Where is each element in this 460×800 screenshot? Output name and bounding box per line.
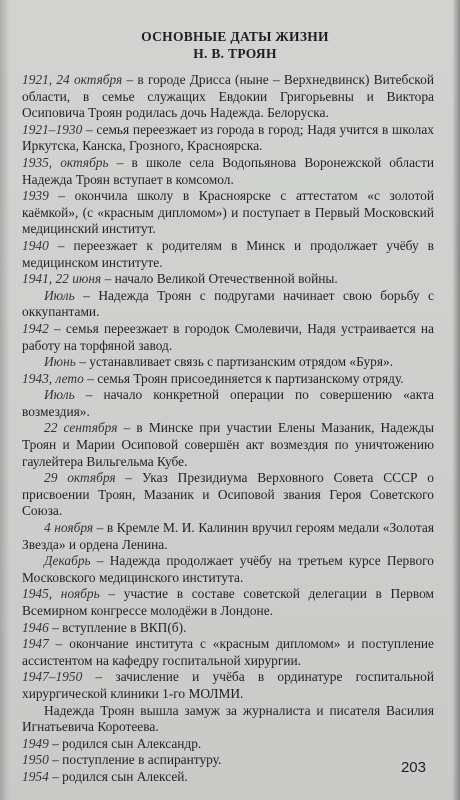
- chronology-entry: [22, 371, 434, 388]
- chronology-entry: [22, 321, 434, 354]
- entry-date: Июль: [44, 287, 75, 303]
- chronology-entry: [22, 420, 434, 470]
- entry-text: – переезжает к родителям в Минск и продолжает учёбу в медицинском институте.: [22, 237, 434, 270]
- entry-date: Июнь: [44, 354, 76, 370]
- entry-text: – семья Троян присоединяется к партизанскому отряду.: [83, 370, 404, 386]
- entry-text: – Указ Президиума Верховного Совета СССР о присвоении Троян, Мазаник и Осиповой звания Героя Советского Союза.: [22, 470, 434, 519]
- entry-text: – семья переезжает из города в город; Надя учится в школах Иркутска, Канска, Грозного, Красноярска.: [22, 121, 434, 154]
- entry-text: – семья переезжает в городок Смолевичи, Надя устраивается на работу на торфяной завод.: [22, 320, 434, 353]
- chronology-entry: [22, 769, 434, 786]
- entry-date: 1921–1930: [22, 121, 83, 137]
- entry-date: 1939: [22, 188, 49, 204]
- entry-text: – начало Великой Отечественной войны.: [101, 271, 338, 287]
- entry-text: – устанавливает связь с партизанским отрядом «Буря».: [75, 354, 394, 370]
- entry-date: 22 сентября: [44, 420, 118, 436]
- entry-text: – родился сын Алексей.: [48, 768, 188, 784]
- chronology-entry: [22, 636, 434, 669]
- chronology-entry: [22, 752, 434, 769]
- entry-date: 1949: [22, 735, 49, 751]
- chronology-entry: [22, 470, 434, 520]
- entry-date: 1935, октябрь: [22, 154, 109, 170]
- entry-date: 1943, лето: [22, 370, 84, 386]
- page-number: 203: [400, 759, 426, 776]
- entry-date: 1942: [22, 320, 49, 336]
- entry-text: – окончание института с «красным дипломом» и поступление ассистентом на кафедру госпитальной хирургии.: [22, 636, 434, 668]
- entry-text: – в городе Дрисса (ныне – Верхнедвинск) Витебской области, в семье служащих Евдокии Григорьевны и Виктора Осиповича Троян родилась дочь Надежда. Белоруска.: [22, 72, 434, 121]
- title-line-2: Н. В. ТРОЯН: [193, 46, 277, 61]
- chronology-entry: [22, 288, 434, 321]
- entry-date: Декабрь: [44, 553, 91, 569]
- entry-text: – Надежда продолжает учёбу на третьем курсе Первого Московского медицинского института.: [22, 553, 434, 585]
- chronology-entry: [22, 620, 434, 637]
- chronology-entry: [22, 271, 434, 288]
- chronology-entry: [22, 387, 434, 420]
- chapter-title: [0, 28, 460, 62]
- chronology-entry: [22, 520, 434, 553]
- entry-text: – поступление в аспирантуру.: [48, 752, 222, 768]
- entry-date: 1954: [22, 768, 49, 784]
- title-line-1: ОСНОВНЫЕ ДАТЫ ЖИЗНИ: [141, 29, 329, 44]
- chronology-entry: [22, 736, 434, 753]
- entry-date: Июль: [44, 387, 75, 403]
- chronology-entry: [22, 72, 434, 122]
- chronology-entry: [22, 586, 434, 619]
- entry-date: 1947: [22, 636, 49, 652]
- chronology-entry: [22, 238, 434, 271]
- entry-text: – участие в составе советской делегации в Первом Всемирном конгрессе молодёжи в Лондоне.: [22, 586, 434, 618]
- chronology-list: [22, 72, 434, 786]
- entry-text: – Надежда Троян с подругами начинает свою борьбу с оккупантами.: [22, 287, 434, 320]
- chronology-entry: [22, 703, 434, 736]
- chronology-entry: [22, 553, 434, 586]
- entry-date: 1941, 22 июня: [22, 271, 102, 287]
- entry-date: 29 октября: [44, 470, 116, 486]
- entry-date: 1945, ноябрь: [22, 586, 100, 602]
- entry-text: Надежда Троян вышла замуж за журналиста и писателя Василия Игнатьевича Коротеева.: [22, 702, 434, 735]
- entry-date: 1946: [22, 619, 49, 635]
- entry-date: 1921, 24 октября: [22, 72, 123, 87]
- entry-date: 1947–1950: [22, 669, 83, 685]
- chronology-entry: [22, 122, 434, 155]
- entry-text: – в школе села Водопьянова Воронежской области Надежда Троян вступает в комсомол.: [22, 154, 434, 187]
- entry-text: – родился сын Александр.: [48, 735, 202, 751]
- entry-text: – в Минске при участии Елены Мазаник, Надежды Троян и Марии Осиповой совершён акт возмездия по уничтожению гаулейтера Вильгельма Кубе.: [22, 420, 434, 469]
- entry-text: – в Кремле М. И. Калинин вручил героям медали «Золотая Звезда» и ордена Ленина.: [22, 520, 434, 552]
- chronology-entry: [22, 669, 434, 702]
- entry-text: – окончила школу в Красноярске с аттестатом «с золотой каёмкой», (с «красным дипломом») и поступает в Первый Московский медицинский институт.: [22, 188, 434, 237]
- entry-date: 4 ноября: [44, 520, 94, 536]
- chronology-entry: [22, 155, 434, 188]
- entry-text: – вступление в ВКП(б).: [48, 619, 187, 635]
- entry-date: 1950: [22, 752, 49, 768]
- chronology-entry: [22, 354, 434, 371]
- entry-text: – начало конкретной операции по совершению «акта возмездия».: [22, 387, 434, 419]
- chronology-entry: [22, 188, 434, 238]
- entry-text: – зачисление и учёба в ординатуре госпитальной хирургической клиники 1-го МОЛМИ.: [22, 669, 434, 701]
- entry-date: 1940: [22, 237, 49, 253]
